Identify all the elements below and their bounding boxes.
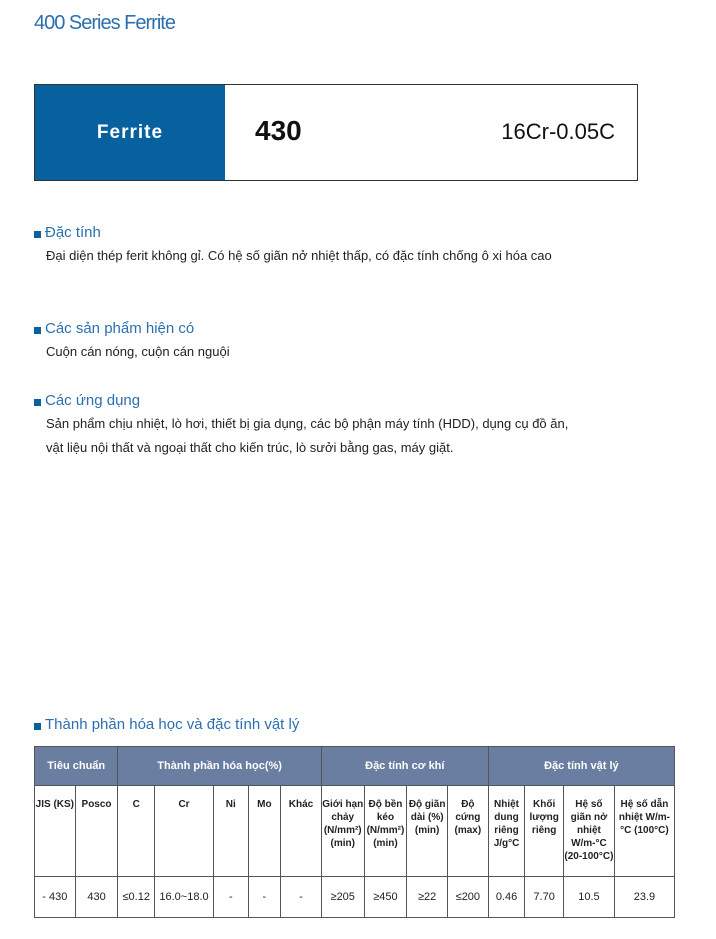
category-label: Ferrite: [35, 85, 225, 180]
square-bullet-icon: [34, 399, 41, 406]
column-header: Posco: [75, 786, 118, 877]
table-cell: 23.9: [614, 877, 674, 918]
table-cell: -: [248, 877, 281, 918]
properties-heading: [34, 224, 101, 241]
properties-heading-text: Đặc tính: [45, 224, 101, 241]
table-heading: [34, 716, 299, 733]
table-cell: ≥22: [407, 877, 448, 918]
applications-line-1: Sản phẩm chịu nhiệt, lò hơi, thiết bị gia dụng, các bộ phận máy tính (HDD), dụng cụ đồ ăn,: [46, 416, 569, 431]
table-cell: 7.70: [525, 877, 564, 918]
table-cell: 430: [75, 877, 118, 918]
table-cell: ≥205: [321, 877, 364, 918]
square-bullet-icon: [34, 723, 41, 730]
group-header-chemical: Thành phần hóa học(%): [118, 747, 321, 786]
spec-table: [34, 746, 675, 918]
table-cell: -: [281, 877, 322, 918]
column-header: Khác: [281, 786, 322, 877]
properties-body: Đại diện thép ferit không gỉ. Có hệ số giãn nở nhiệt thấp, có đặc tính chống ô xi hóa cao: [46, 248, 552, 263]
page-title: 400 Series Ferrite: [34, 12, 175, 34]
group-header-physical: Đặc tính vật lý: [488, 747, 674, 786]
products-heading-text: Các sản phẩm hiện có: [45, 320, 195, 337]
table-cell: 16.0~18.0: [155, 877, 214, 918]
products-heading: [34, 320, 194, 337]
table-cell: -: [214, 877, 249, 918]
column-header: Hệ số giãn nở nhiệt W/m-°C (20-100°C): [563, 786, 614, 877]
products-body: Cuộn cán nóng, cuộn cán nguội: [46, 344, 230, 359]
applications-heading: [34, 392, 140, 409]
table-heading-text: Thành phần hóa học và đặc tính vật lý: [45, 716, 300, 733]
square-bullet-icon: [34, 231, 41, 238]
column-header: Cr: [155, 786, 214, 877]
column-header: C: [118, 786, 155, 877]
column-header: Nhiệt dung riêng J/g°C: [488, 786, 525, 877]
column-header: Ni: [214, 786, 249, 877]
column-header: JIS (KS): [35, 786, 76, 877]
table-cell: 0.46: [488, 877, 525, 918]
column-header: Hệ số dẫn nhiệt W/m-°C (100°C): [614, 786, 674, 877]
applications-heading-text: Các ứng dụng: [45, 392, 141, 409]
group-header-mechanical: Đặc tính cơ khí: [321, 747, 488, 786]
grade-number: 430: [255, 115, 302, 146]
column-header: Mo: [248, 786, 281, 877]
table-cell: - 430: [35, 877, 76, 918]
table-cell: 10.5: [563, 877, 614, 918]
grade-header: [34, 84, 638, 181]
table-row: [35, 877, 675, 918]
column-header: Độ giãn dài (%) (min): [407, 786, 448, 877]
group-header-standard: Tiêu chuẩn: [35, 747, 118, 786]
column-header: Giới hạn chảy (N/mm²) (min): [321, 786, 364, 877]
table-cell: ≤200: [448, 877, 489, 918]
square-bullet-icon: [34, 327, 41, 334]
table-cell: ≥450: [364, 877, 407, 918]
column-header: Độ bền kéo (N/mm²) (min): [364, 786, 407, 877]
column-header: Khối lượng riêng: [525, 786, 564, 877]
applications-line-2: vật liệu nội thất và ngoại thất cho kiến trúc, lò sưởi bằng gas, máy giặt.: [46, 440, 454, 455]
column-header: Độ cứng (max): [448, 786, 489, 877]
grade-composition: 16Cr-0.05C: [501, 119, 615, 144]
table-cell: ≤0.12: [118, 877, 155, 918]
